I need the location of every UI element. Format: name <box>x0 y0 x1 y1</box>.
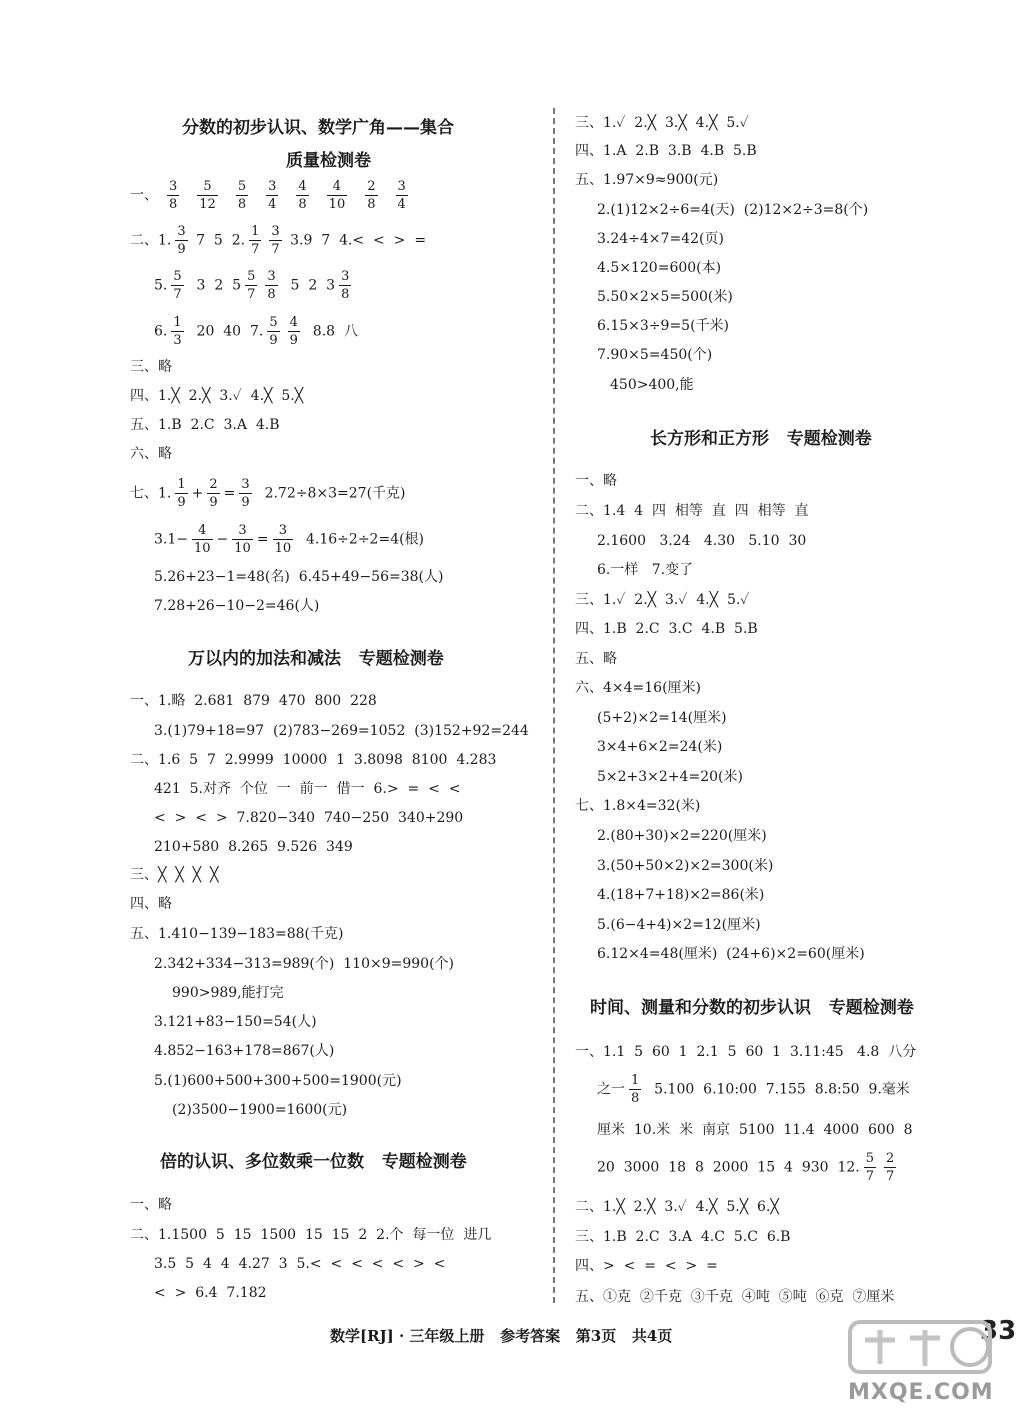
fraction-numerator: 3 <box>177 224 186 239</box>
answer-line-q2-5: 5. $\frac{5}{7}$ 3 2 5 $\frac{5}{7}$ $\frac{3}{8}$ 5 2 3 $\frac{3}{8}$ <box>154 269 350 302</box>
answer-line: 之一 $\frac{1}{8}$ 5.100 6.10:00 7.155 8.8:50 9.毫米 <box>597 1073 910 1106</box>
fraction-numerator: 1 <box>251 224 260 239</box>
answer-line: 3×4+6×2=24(米) <box>597 739 723 755</box>
answer-line: 一、1.1 5 60 1 2.1 5 60 1 3.11:45 4.8 八分 <box>575 1044 917 1060</box>
fraction-denominator: 10 <box>274 541 292 556</box>
fraction <box>273 524 294 555</box>
section-title-fractions-sets: 分数的初步认识、数学广角——集合 <box>182 118 454 138</box>
answer-line: 五、略 <box>575 651 617 667</box>
fraction <box>249 225 261 256</box>
answer-line: 6.15×3÷9=5(千米) <box>597 318 730 334</box>
fraction-numerator: 3 <box>232 524 253 540</box>
fraction <box>207 478 219 509</box>
fraction-numerator: 5 <box>269 315 278 330</box>
fraction <box>171 270 183 301</box>
fraction <box>269 225 281 256</box>
fraction <box>192 524 213 555</box>
fraction <box>171 316 183 347</box>
section-title-rectangles: 长方形和正方形 专题检测卷 <box>650 429 872 449</box>
fraction-numerator: 3 <box>169 179 178 194</box>
answer-line: 二、1.1500 5 15 1500 15 15 2 2.个 每一位 进几 <box>130 1227 492 1243</box>
answer-line-q2-1: 二、1. $\frac{3}{9}$ 7 5 2. $\frac{1}{7}$ $\frac{3}{7}$ 3.9 7 4.< < > = <box>130 224 427 257</box>
fraction <box>245 270 257 301</box>
answer-line-q7-3: 3.1− $\frac{4}{10}$ − $\frac{3}{10}$ = $\frac{3}{10}$ 4.16÷2÷2=4(根) <box>154 523 425 556</box>
fraction-denominator: 8 <box>267 287 276 302</box>
answer-line: 一、略 <box>130 1197 172 1213</box>
fraction-numerator: 5 <box>247 269 256 284</box>
answer-line: 四、1.A 2.B 3.B 4.B 5.B <box>575 143 757 159</box>
answer-line: 2.1600 3.24 4.30 5.10 30 <box>597 533 807 549</box>
section-subtitle-quality-test: 质量检测卷 <box>286 151 371 171</box>
answer-line: 6.一样 7.变了 <box>597 562 694 578</box>
fraction-denominator: 10 <box>328 197 346 212</box>
fraction-numerator: 1 <box>177 477 186 492</box>
fraction <box>327 180 348 211</box>
fraction <box>267 316 279 347</box>
answer-line: 5.(1)600+500+300+500=1900(元) <box>154 1073 402 1089</box>
fraction-denominator: 7 <box>886 1169 895 1184</box>
column-divider <box>553 108 555 1303</box>
fraction-denominator: 9 <box>269 333 278 348</box>
fraction-denominator: 12 <box>199 197 216 212</box>
answer-line: < > 6.4 7.182 <box>154 1285 267 1301</box>
answer-line: 4.(18+7+18)×2=86(米) <box>597 887 765 903</box>
fraction <box>629 1074 641 1105</box>
fraction-numerator: 3 <box>268 179 277 194</box>
page-footer: 数学[RJ] · 三年级上册 参考答案 第3页 共4页 <box>330 1327 673 1345</box>
fraction-denominator: 8 <box>341 287 350 302</box>
answer-line: 五、①克 ②千克 ③千克 ④吨 ⑤吨 ⑥克 ⑦厘米 <box>575 1289 895 1305</box>
answer-line-q3: 三、略 <box>130 359 172 375</box>
fraction <box>239 478 251 509</box>
answer-line: 4.5×120=600(本) <box>597 260 722 276</box>
answer-line-q1: 一、 $\frac{3}{8}$ $\frac{5}{12}$ $\frac{5}{8}$ $\frac{3}{4}$ $\frac{4}{8}$ $\frac{4}{10}$ $\frac{2}{8}$ $\frac{3}{4}$ <box>130 179 406 212</box>
fraction <box>175 478 187 509</box>
fraction-denominator: 10 <box>234 541 251 556</box>
answer-line: 2.(1)12×2÷6=4(天) (2)12×2÷3=8(个) <box>597 202 869 218</box>
answer-line: 450>400,能 <box>610 377 694 393</box>
fraction-denominator: 9 <box>209 495 218 510</box>
answer-line-q2-6: 6. $\frac{1}{3}$ 20 40 7. $\frac{5}{9}$ $\frac{4}{9}$ 8.8 八 <box>154 315 358 348</box>
answer-line: 5.(6−4+4)×2=12(厘米) <box>597 917 761 933</box>
fraction-numerator: 3 <box>273 524 294 540</box>
fraction-numerator: 4 <box>192 524 213 540</box>
answer-line: 三、╳ ╳ ╳ ╳ <box>130 867 219 883</box>
fraction-denominator: 9 <box>289 333 298 348</box>
fraction <box>265 270 277 301</box>
fraction-denominator: 4 <box>397 197 406 212</box>
fraction-numerator: 5 <box>197 180 218 196</box>
fraction-denominator: 10 <box>194 541 211 556</box>
fraction <box>197 180 218 211</box>
answer-line: 5×2+3×2+4=20(米) <box>597 769 743 785</box>
fraction-denominator: 4 <box>268 197 277 212</box>
answer-line: 20 3000 18 8 2000 15 4 930 12. $\frac{5}{7}$ $\frac{2}{7}$ <box>597 1151 895 1184</box>
answer-line: 三、1.✓ 2.╳ 3.╳ 4.╳ 5.✓ <box>575 115 749 131</box>
fraction-numerator: 3 <box>341 269 350 284</box>
page-number-mark: 33 <box>980 1316 1016 1346</box>
fraction-denominator: 8 <box>237 197 247 212</box>
fraction <box>365 180 377 211</box>
fraction-numerator: 5 <box>173 269 182 284</box>
answer-line-q6: 六、略 <box>130 446 172 462</box>
answer-line: 二、1.4 4 四 相等 直 四 相等 直 <box>575 503 809 519</box>
answer-line: 七、1.8×4=32(米) <box>575 798 701 814</box>
section-title-multiply: 倍的认识、多位数乘一位数 专题检测卷 <box>160 1152 467 1172</box>
answer-line: 二、1.╳ 2.╳ 3.✓ 4.╳ 5.╳ 6.╳ <box>575 1199 779 1215</box>
answer-line-q5: 五、1.B 2.C 3.A 4.B <box>130 417 280 433</box>
answer-line: < > < > 7.820−340 740−250 340+290 <box>154 810 464 826</box>
fraction-denominator: 7 <box>251 242 260 257</box>
answer-line: 三、1.✓ 2.╳ 3.✓ 4.╳ 5.✓ <box>575 592 750 608</box>
fraction-denominator: 8 <box>631 1091 640 1106</box>
answer-line: (2)3500−1900=1600(元) <box>172 1102 348 1118</box>
answer-line: 四、略 <box>130 896 172 912</box>
fraction-denominator: 7 <box>271 242 280 257</box>
answer-line: 5.50×2×5=500(米) <box>597 289 733 305</box>
fraction-denominator: 3 <box>173 333 182 348</box>
fraction-denominator: 8 <box>169 197 178 212</box>
fraction <box>864 1152 876 1183</box>
fraction-denominator: 9 <box>241 495 250 510</box>
fraction-numerator: 4 <box>289 315 298 330</box>
fraction <box>339 270 351 301</box>
answer-line: 一、1.略 2.681 879 470 800 228 <box>130 693 377 709</box>
fraction <box>175 225 187 256</box>
fraction-numerator: 2 <box>367 179 376 194</box>
answer-line: 3.(1)79+18=97 (2)783−269=1052 (3)152+92=244 <box>154 723 529 739</box>
answer-line: 421 5.对齐 个位 一 前一 借一 6.> = < < <box>154 781 461 797</box>
fraction <box>288 316 300 347</box>
answer-line-q4: 四、1.╳ 2.╳ 3.✓ 4.╳ 5.╳ <box>130 388 304 404</box>
section-title-time-measure: 时间、测量和分数的初步认识 专题检测卷 <box>590 998 914 1018</box>
answer-line: 2.342+334−313=989(个) 110×9=990(个) <box>154 956 454 972</box>
answer-line: 五、1.410−139−183=88(千克) <box>130 926 344 942</box>
answer-line: 四、> < = < > = <box>575 1258 718 1274</box>
answer-line: 一、略 <box>575 473 617 489</box>
answer-line-q7-5: 5.26+23−1=48(名) 6.45+49−56=38(人) <box>154 569 444 585</box>
answer-line: 4.852−163+178=867(人) <box>154 1043 335 1059</box>
answer-line: 三、1.B 2.C 3.A 4.C 5.C 6.B <box>575 1229 791 1245</box>
fraction-denominator: 9 <box>177 242 186 257</box>
fraction <box>296 180 308 211</box>
fraction-numerator: 3 <box>397 179 406 194</box>
fraction-denominator: 9 <box>177 495 186 510</box>
answer-line: 3.121+83−150=54(人) <box>154 1014 317 1030</box>
fraction-numerator: 2 <box>209 477 218 492</box>
fraction-denominator: 8 <box>367 197 376 212</box>
answer-line: (5+2)×2=14(厘米) <box>597 710 727 726</box>
fraction <box>266 180 278 211</box>
answer-line-q7-1: 七、1. $\frac{1}{9}$ + $\frac{2}{9}$ = $\frac{3}{9}$ 2.72÷8×3=27(千克) <box>130 477 406 510</box>
fraction-numerator: 3 <box>241 477 250 492</box>
answer-line: 990>989,能打完 <box>172 985 284 1001</box>
fraction-denominator: 7 <box>865 1169 874 1184</box>
fraction-numerator: 4 <box>327 180 348 196</box>
answer-line: 7.90×5=450(个) <box>597 347 713 363</box>
fraction-numerator: 1 <box>631 1073 640 1088</box>
answer-line: 五、1.97×9≈900(元) <box>575 172 719 188</box>
fraction <box>236 180 248 211</box>
fraction <box>884 1152 896 1183</box>
section-title-add-subtract: 万以内的加法和减法 专题检测卷 <box>188 649 444 669</box>
fraction-denominator: 7 <box>173 287 182 302</box>
fraction-numerator: 3 <box>271 224 280 239</box>
answer-line: 四、1.B 2.C 3.C 4.B 5.B <box>575 621 758 637</box>
fraction-numerator: 5 <box>865 1151 874 1166</box>
answer-line: 6.12×4=48(厘米) (24+6)×2=60(厘米) <box>597 946 865 962</box>
answer-line: 二、1.6 5 7 2.9999 10000 1 3.8098 8100 4.283 <box>130 752 497 768</box>
fraction-numerator: 3 <box>267 269 276 284</box>
watermark-text: MXQE.COM <box>848 1380 994 1405</box>
answer-line: 3.(50+50×2)×2=300(米) <box>597 858 774 874</box>
answer-line-q7-7: 7.28+26−10−2=46(人) <box>154 598 320 614</box>
answer-line: 2.(80+30)×2=220(厘米) <box>597 828 767 844</box>
answer-line: 3.5 5 4 4 4.27 3 5.< < < < < > < <box>154 1256 446 1272</box>
answer-line: 六、4×4=16(厘米) <box>575 680 702 696</box>
answer-line: 3.24÷4×7=42(页) <box>597 231 724 247</box>
fraction <box>232 524 253 555</box>
fraction-numerator: 4 <box>298 179 307 194</box>
answer-line: 210+580 8.265 9.526 349 <box>154 839 353 855</box>
fraction-numerator: 1 <box>173 315 182 330</box>
fraction-numerator: 2 <box>886 1151 895 1166</box>
fraction <box>396 180 408 211</box>
answer-line: 厘米 10.米 米 南京 5100 11.4 4000 600 8 <box>597 1122 913 1138</box>
fraction-numerator: 5 <box>237 179 247 194</box>
fraction <box>167 180 179 211</box>
fraction-denominator: 8 <box>298 197 307 212</box>
fraction-denominator: 7 <box>247 287 256 302</box>
